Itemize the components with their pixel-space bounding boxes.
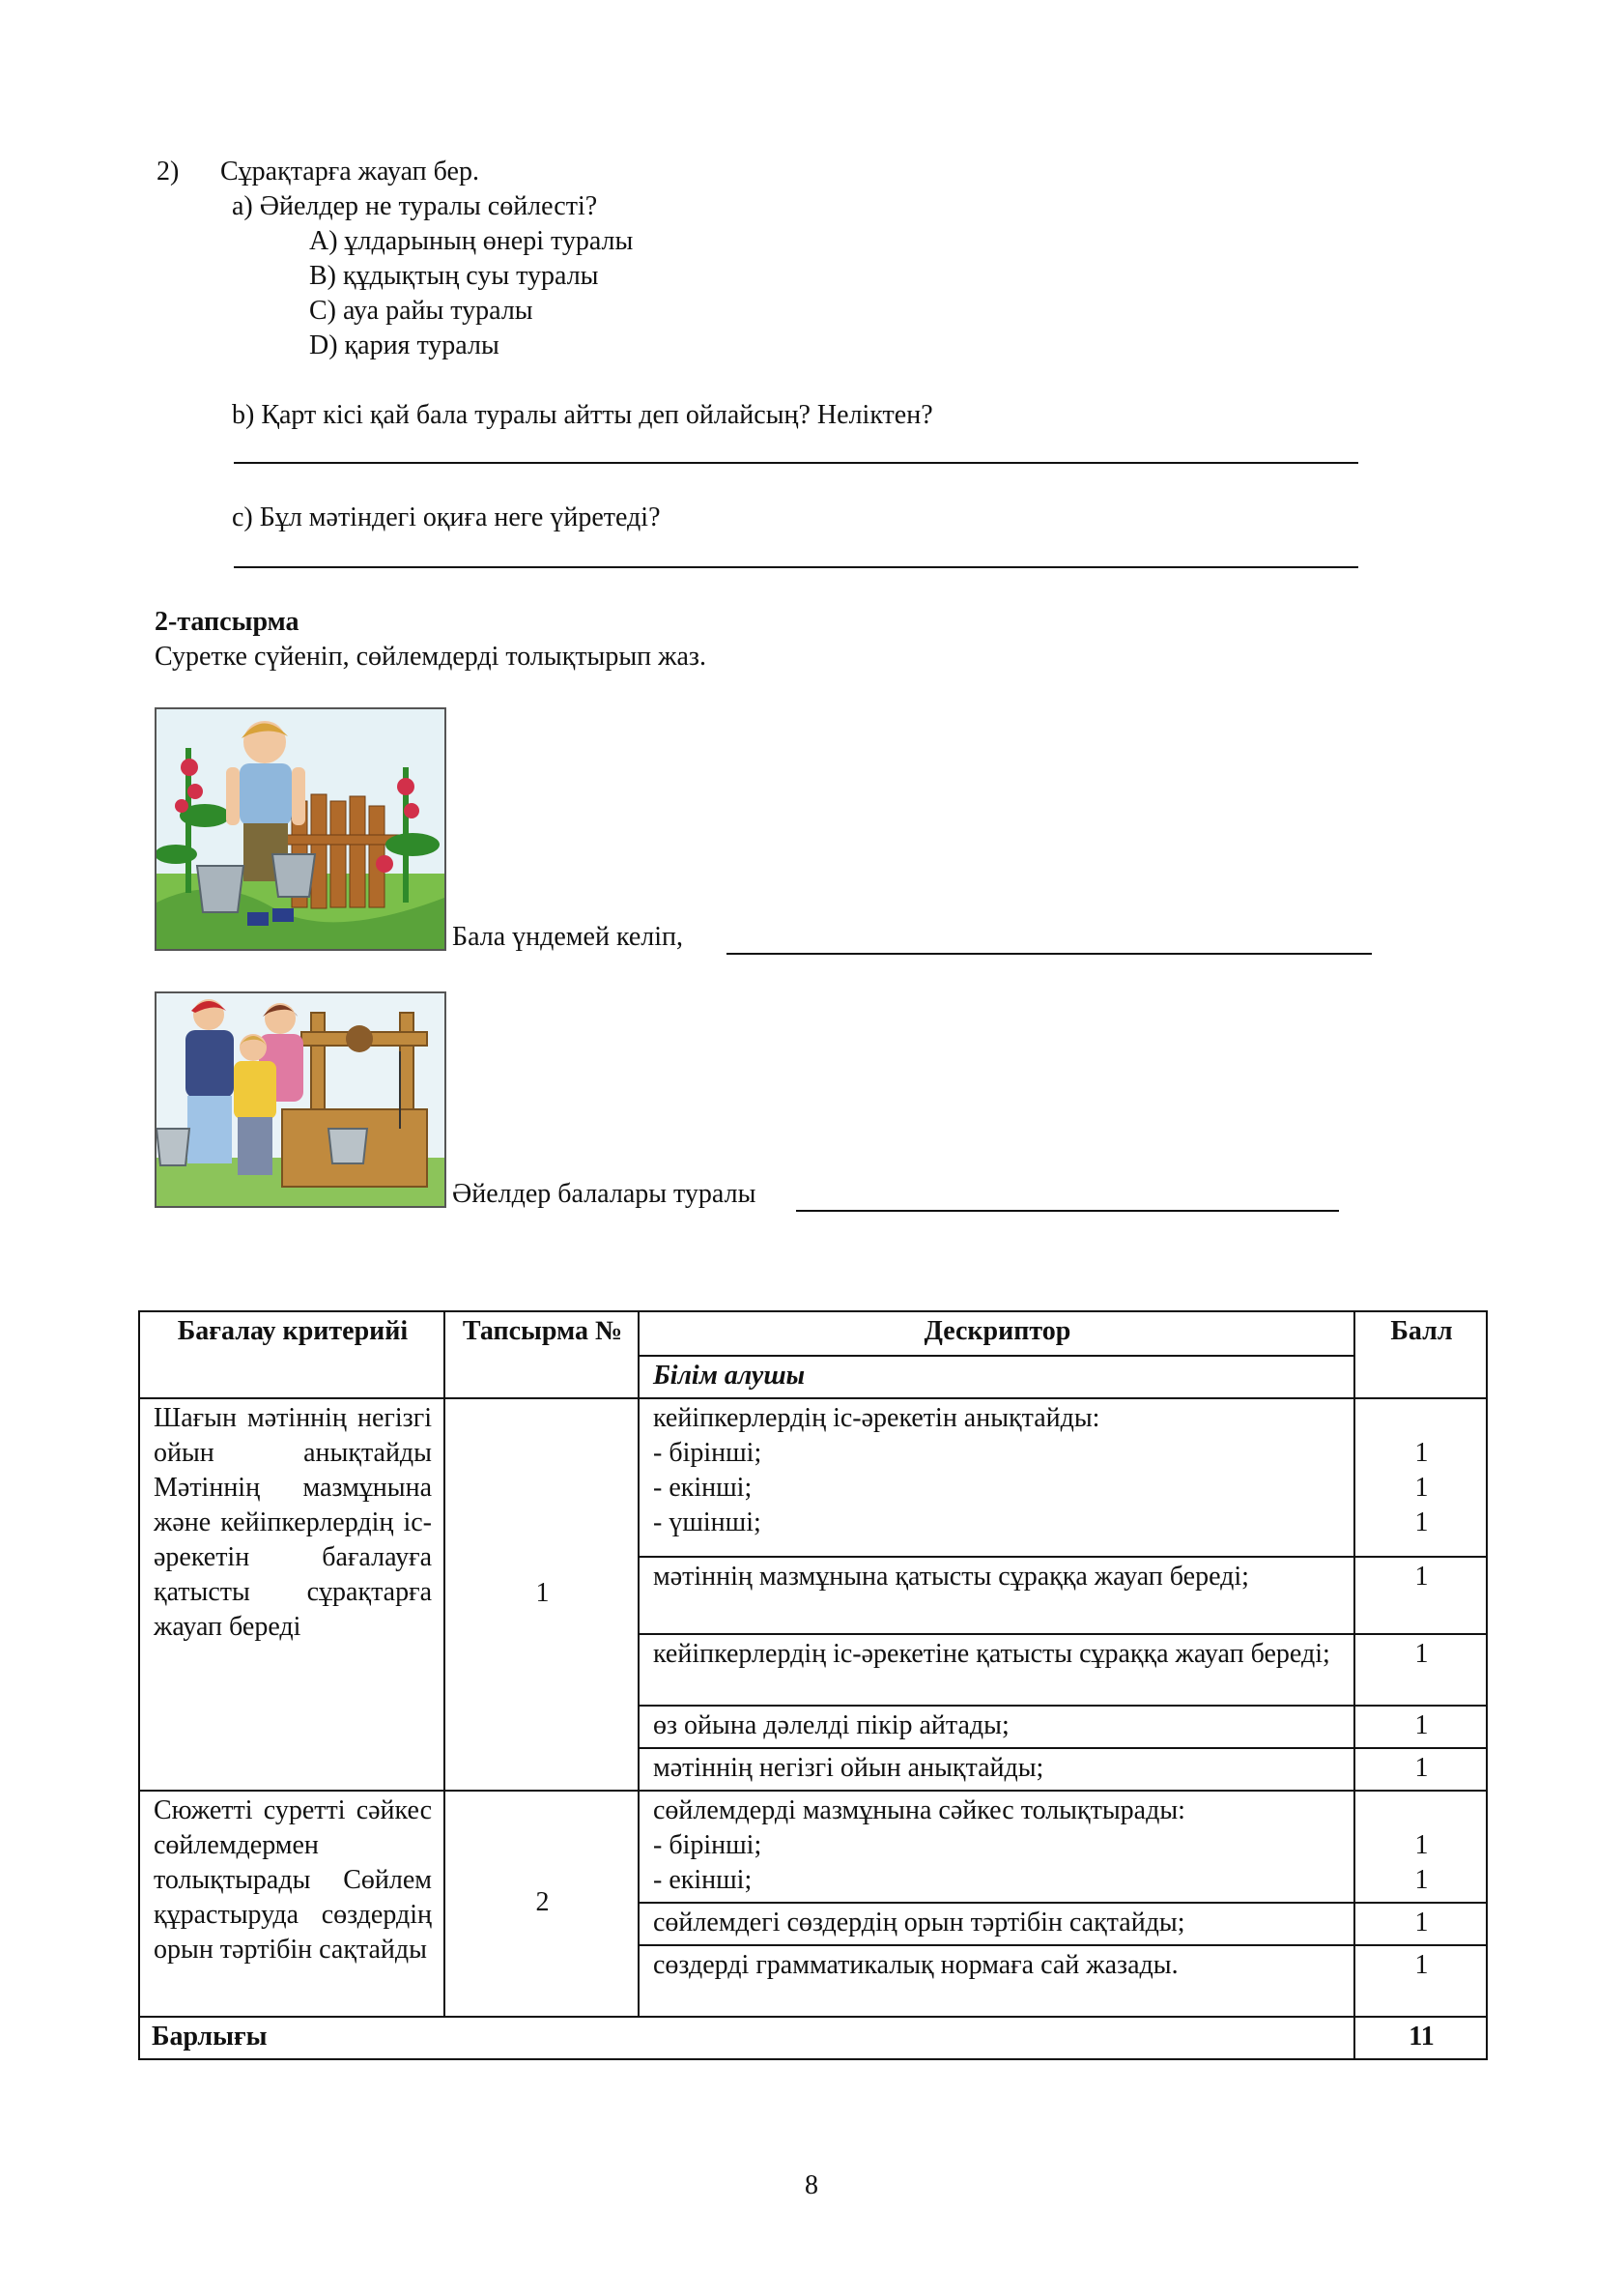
points-1-2: 1 bbox=[1354, 1557, 1487, 1634]
descriptor-1-1-item-2: - екінші; bbox=[653, 1473, 753, 1503]
header-criteria: Бағалау критерийі bbox=[139, 1311, 444, 1398]
points-1-5: 1 bbox=[1354, 1748, 1487, 1791]
option-a: A) ұлдарының өнері туралы bbox=[309, 226, 634, 256]
header-learner: Білім алушы bbox=[639, 1356, 1354, 1398]
answer-line-sentence-2[interactable] bbox=[796, 1210, 1339, 1212]
descriptor-1-1-item-1: - бірінші; bbox=[653, 1438, 762, 1468]
page-number: 8 bbox=[805, 2170, 818, 2200]
points-1-1: 1 1 1 bbox=[1354, 1398, 1487, 1557]
task-number-2: 2 bbox=[444, 1791, 639, 2017]
sentence-1: Бала үндемей келіп, bbox=[452, 922, 684, 952]
descriptor-1-1 bbox=[639, 1398, 1354, 1557]
header-points: Балл bbox=[1354, 1311, 1487, 1398]
total-label: Барлығы bbox=[139, 2017, 1354, 2059]
answer-line-b[interactable] bbox=[234, 462, 1358, 464]
task2-heading: 2-тапсырма bbox=[155, 607, 299, 637]
option-c: C) ауа райы туралы bbox=[309, 296, 533, 326]
header-descriptor: Дескриптор bbox=[639, 1311, 1354, 1356]
answer-line-c[interactable] bbox=[234, 566, 1358, 568]
descriptor-2-1 bbox=[639, 1791, 1354, 1903]
descriptor-1-3: кейіпкерлердің іс-әрекетіне қатысты сұраққа жауап береді; bbox=[639, 1634, 1354, 1706]
descriptor-1-4: өз ойына дәлелді пікір айтады; bbox=[639, 1706, 1354, 1748]
task-number-1: 1 bbox=[444, 1398, 639, 1791]
points-2-3: 1 bbox=[1354, 1945, 1487, 2017]
descriptor-2-1-item-1: - бірінші; bbox=[653, 1830, 762, 1860]
question-b: b) Қарт кісі қай бала туралы айтты деп ойлайсың? Неліктен? bbox=[232, 400, 933, 430]
descriptor-1-2: мәтіннің мазмұнына қатысты сұраққа жауап береді; bbox=[639, 1557, 1354, 1634]
descriptor-1-1-item-3: - үшінші; bbox=[653, 1507, 761, 1537]
criteria-group-2: Сюжетті суретті сәйкес сөйлемдермен толықтырады Сөйлем құрастыруда сөздердің орын тәртібін сақтайды bbox=[139, 1791, 444, 2017]
points-1-4: 1 bbox=[1354, 1706, 1487, 1748]
descriptor-2-3: сөздерді грамматикалық нормаға сай жазады. bbox=[639, 1945, 1354, 2017]
descriptor-2-2: сөйлемдегі сөздердің орын тәртібін сақтайды; bbox=[639, 1903, 1354, 1945]
women-at-well-illustration bbox=[155, 991, 446, 1208]
criteria-group-1: Шағын мәтіннің негізгі ойын анықтайды Мәтіннің мазмұнына және кейіпкерлердің іс-әрекетін бағалауға қатысты сұрақтарға жауап береді bbox=[139, 1398, 444, 1791]
header-task: Тапсырма № bbox=[444, 1311, 639, 1398]
points-2-2: 1 bbox=[1354, 1903, 1487, 1945]
option-d: D) қария туралы bbox=[309, 330, 499, 360]
sentence-2: Әйелдер балалары туралы bbox=[452, 1179, 756, 1209]
boy-with-buckets-illustration bbox=[155, 707, 446, 951]
question-number: 2) bbox=[157, 157, 180, 187]
total-points: 11 bbox=[1354, 2017, 1487, 2059]
descriptor-2-1-item-2: - екінші; bbox=[653, 1865, 753, 1895]
answer-line-sentence-1[interactable] bbox=[726, 953, 1372, 955]
descriptor-2-1-title: сөйлемдерді мазмұнына сәйкес толықтырады: bbox=[653, 1795, 1185, 1825]
question-a: a) Әйелдер не туралы сөйлесті? bbox=[232, 191, 598, 221]
descriptor-1-1-title: кейіпкерлердің іс-әрекетін анықтайды: bbox=[653, 1403, 1100, 1433]
assessment-table bbox=[138, 1310, 1488, 2060]
points-2-1: 1 1 bbox=[1354, 1791, 1487, 1903]
question-title: Сұрақтарға жауап бер. bbox=[220, 157, 479, 187]
question-c: c) Бұл мәтіндегі оқиға неге үйретеді? bbox=[232, 502, 661, 532]
task2-instruction: Суретке сүйеніп, сөйлемдерді толықтырып жаз. bbox=[155, 642, 706, 672]
descriptor-1-5: мәтіннің негізгі ойын анықтайды; bbox=[639, 1748, 1354, 1791]
option-b: B) құдықтың суы туралы bbox=[309, 261, 599, 291]
points-1-3: 1 bbox=[1354, 1634, 1487, 1706]
